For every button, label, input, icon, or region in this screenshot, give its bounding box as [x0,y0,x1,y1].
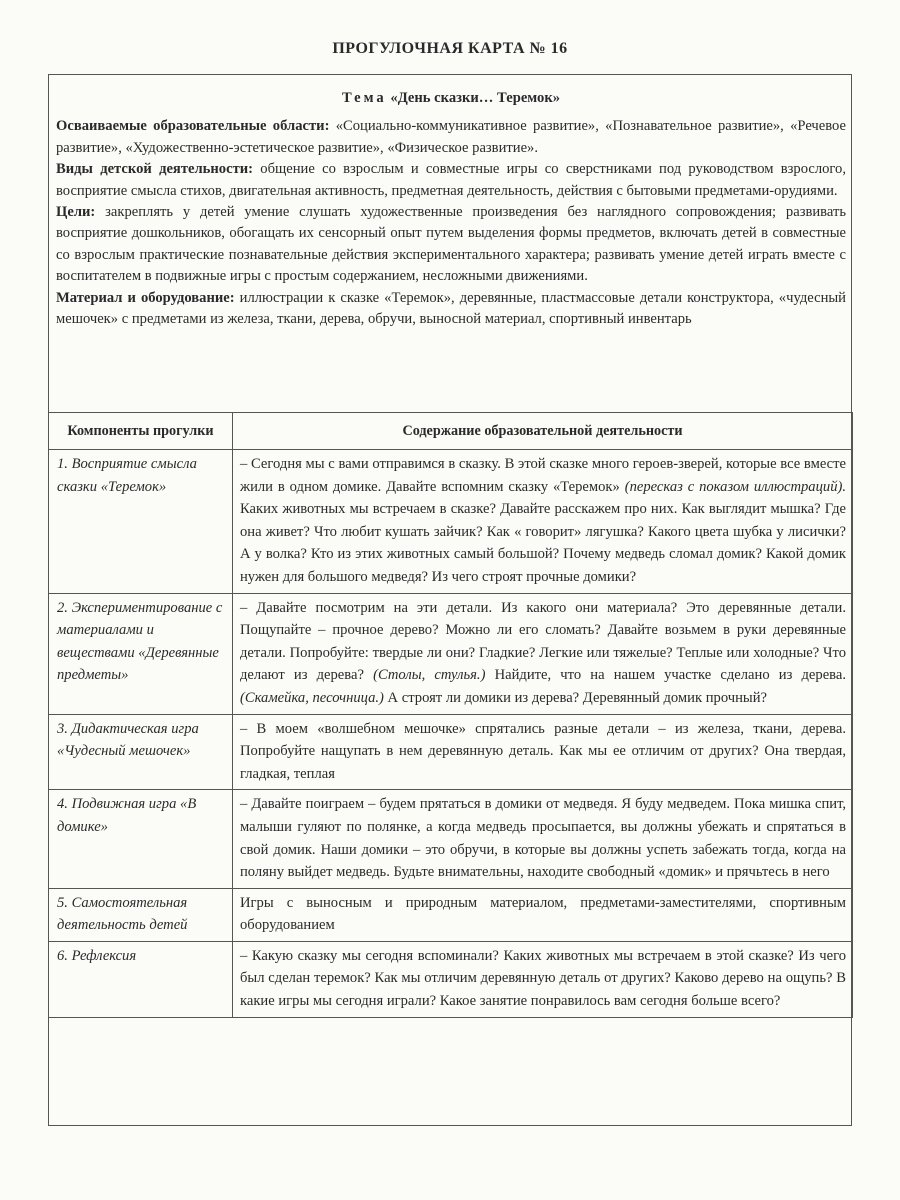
component-cell: 3. Дидактическая игра «Чудесный мешочек» [49,714,233,790]
content-text: А строят ли домики из дерева? Деревянный домик прочный? [383,689,767,706]
materials-paragraph [56,288,846,331]
content-text: – Давайте поиграем – будем прятаться в домики от медведя. Я буду медведем. Пока мишка спит, малыши гуляют по полянке, а когда медведь просыпается, вы должны убежать и спрятаться в свой домик. Наши домики – это обручи, в которые вы должны успеть забежать тогда, когда на поляну выйдет медведь. Будьте внимательны, находите свободный «домик» и прячьтесь в него [240,796,846,881]
materials-text: иллюстрации к сказке «Теремок», деревянные, пластмассовые детали конструктора, «чудесный мешочек» с предметами из железа, ткани, дерева, обручи, выносной материал, спортивный инвентарь [56,289,846,328]
content-text: – Давайте посмотрим на эти детали. Из какого они материала? Это деревянные детали. Пощупайте – прочное дерево? Можно ли его сломать? Давайте возьмем в руки деревянные детали. Попробуйте: твердые ли они? Гладкие? Легкие или тяжелые? Теплые или холодные? Что делают из дерева? [240,599,846,684]
goals-paragraph [56,202,846,288]
content-cell [233,888,853,941]
areas-paragraph [56,116,846,159]
content-italic-note: (пересказ с показом иллюстраций). [624,478,847,495]
table-row [49,714,853,790]
table-row [49,941,853,1017]
goals-label: Цели: [56,204,96,221]
content-cell [233,941,853,1017]
goals-text: закреплять у детей умение слушать художественные произведения без наглядного сопровождения; развивать восприятие дошкольников, обогащать их сенсорный опыт путем выделения формы предметов, включать детей в совместные со взрослым практические познавательные действия экспериментального характера; развивать умение детей играть вместе с воспитателем в подвижные игры с простым содержанием, несложными движениями. [56,204,846,285]
content-text: – В моем «волшебном мешочке» спрятались разные детали – из железа, ткани, дерева. Попробуйте нащупать в нем деревянную деталь. Как мы ее отличим от других? Она твердая, гладкая, теплая [240,720,846,782]
component-cell: 4. Подвижная игра «В домике» [49,790,233,888]
areas-text: «Социально-коммуникативное развитие», «Познавательное развитие», «Речевое развитие», «Художественно-эстетическое развитие», «Физическое развитие». [56,118,846,156]
table-header-row [49,413,853,450]
activities-text: общение со взрослым и совместные игры со сверстниками под руководством взрослого, восприятие смысла стихов, двигательная активность, предметная деятельность, действия с бытовыми предметами-орудиями. [56,161,846,199]
topic-heading [56,88,846,109]
content-cell [233,790,853,888]
content-text: Каких животных мы встречаем в сказке? Давайте расскажем про них. Как выглядит мышка? Где она живет? Что любит кушать зайчик? Как « говорит» лягушка? Какого цвета шубка у лисички? А у волка? Кто из этих животных самый большой? Почему медведь сломал домик? Какой домик нужен для большого медведя? Из чего строят прочные домики? [240,501,846,585]
table-row [49,450,853,594]
content-italic-note: (Столы, стулья.) [373,667,486,684]
table-row [49,888,853,941]
walk-components-table [48,412,853,1018]
content-cell [233,450,853,594]
content-cell [233,714,853,790]
activities-paragraph [56,159,846,202]
header-content: Содержание образовательной деятельности [233,413,853,450]
content-italic-note: (Скамейка, песочница.) [240,689,384,706]
topic-text: «День сказки… Теремок» [390,90,561,106]
component-cell: 6. Рефлексия [49,941,233,1017]
component-cell: 2. Экспериментирование с материалами и веществами «Деревянные предметы» [49,593,233,714]
content-text: – Какую сказку мы сегодня вспоминали? Каких животных мы встречаем в этой сказке? Из чего был сделан теремок? Как мы отличим деревянную деталь от других? Каково дерево на ощупь? В какие игры мы сегодня играли? Какое занятие понравилось вам сегодня больше всего? [240,947,846,1010]
table-row [49,790,853,888]
component-cell: 5. Самостоятельная деятельность детей [49,888,233,941]
areas-label: Осваиваемые образовательные области: [56,118,330,135]
topic-label: Тема [341,90,387,106]
activities-label: Виды детской деятельности: [56,161,253,178]
content-cell [233,593,853,714]
content-text: Найдите, что на нашем участке сделано из дерева. [485,667,846,684]
card-intro [48,74,852,330]
content-text: – Сегодня мы с вами отправимся в сказку. В этой сказке много героев-зверей, которые все вместе жили в одном домике. Давайте вспомним сказку «Теремок» [240,456,846,495]
table-row [49,593,853,714]
component-cell: 1. Восприятие смысла сказки «Теремок» [49,450,233,594]
page-title: ПРОГУЛОЧНАЯ КАРТА № 16 [332,40,568,57]
header-components: Компоненты прогулки [49,413,233,450]
content-text: Игры с выносным и природным материалом, предметами-заместителями, спортивным оборудованием [240,894,846,934]
materials-label: Материал и оборудование: [56,289,235,306]
